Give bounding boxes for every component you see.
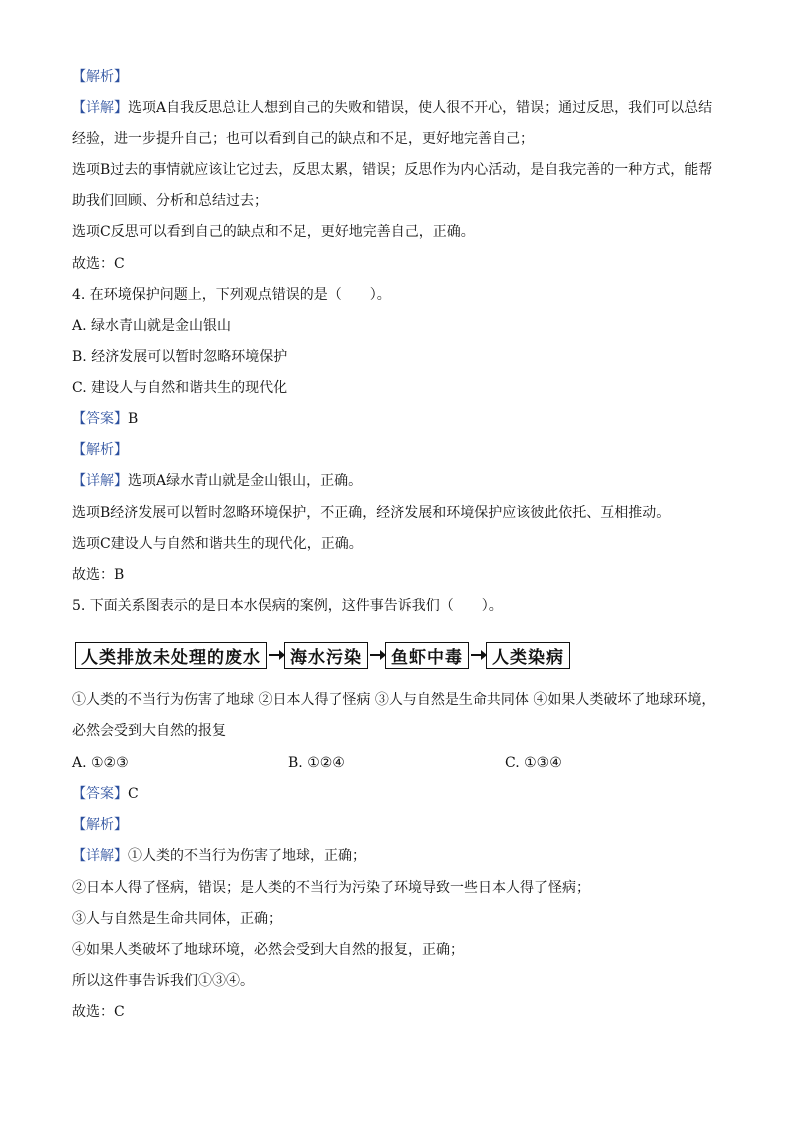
detail-line: 选项C建设人与自然和谐共生的现代化，正确。 <box>72 536 363 552</box>
diagram-box: 海水污染 <box>284 642 368 669</box>
arrow-right-icon <box>269 654 283 656</box>
question-stem: 5. 下面关系图表示的是日本水俣病的案例，这件事告诉我们（ ）。 <box>72 598 503 614</box>
statements-line: ①人类的不当行为伤害了地球 ②日本人得了怪病 ③人与自然是生命共同体 ④如果人类破坏了地球环境， <box>72 692 716 708</box>
detail-line: 选项B过去的事情就应该让它过去，反思太累，错误；反思作为内心活动，是自我完善的一种方式，能帮 <box>72 162 713 178</box>
option-a: A. 绿水青山就是金山银山 <box>72 318 232 334</box>
detail-line <box>72 98 712 118</box>
detail-line <box>72 471 362 491</box>
option-c: C. ①③④ <box>505 755 562 771</box>
detail-line: ③人与自然是生命共同体，正确； <box>72 911 282 927</box>
choice-line: 故选：C <box>72 1004 125 1020</box>
analysis-tag: 【解析】 <box>72 442 128 458</box>
detail-line: 选项B经济发展可以暂时忽略环境保护，不正确，经济发展和环境保护应该彼此依托、互相推动。 <box>72 505 671 521</box>
detail-tag: 【详解】 <box>72 848 128 864</box>
detail-tag: 【详解】 <box>72 473 128 489</box>
analysis-tag: 【解析】 <box>72 817 128 833</box>
detail-text: 选项A绿水青山就是金山银山，正确。 <box>128 473 363 489</box>
diagram-box: 鱼虾中毒 <box>385 642 469 669</box>
option-b: B. 经济发展可以暂时忽略环境保护 <box>72 349 288 365</box>
choice-line: 故选：B <box>72 567 125 583</box>
answer-tag: 【答案】 <box>72 786 128 802</box>
arrow-right-icon <box>370 654 384 656</box>
detail-line: 经验，进一步提升自己；也可以看到自己的缺点和不足，更好地完善自己； <box>72 131 534 147</box>
analysis-tag: 【解析】 <box>72 69 128 85</box>
detail-text: 选项A自我反思总让人想到自己的失败和错误，使人很不开心，错误；通过反思，我们可以总结 <box>128 100 713 116</box>
choice-line: 故选：C <box>72 256 125 272</box>
detail-tag: 【详解】 <box>72 100 128 116</box>
analysis-heading <box>72 440 128 460</box>
answer-tag: 【答案】 <box>72 411 128 427</box>
arrow-right-icon <box>471 654 485 656</box>
answer-line <box>72 409 138 429</box>
diagram-box: 人类排放未处理的废水 <box>75 642 267 669</box>
relationship-diagram <box>75 637 570 673</box>
option-c: C. 建设人与自然和谐共生的现代化 <box>72 380 288 396</box>
detail-text: ①人类的不当行为伤害了地球，正确； <box>128 848 366 864</box>
analysis-heading <box>72 67 128 87</box>
answer-line <box>72 784 139 804</box>
detail-line: ④如果人类破坏了地球环境，必然会受到大自然的报复，正确； <box>72 942 464 958</box>
option-b: B. ①②④ <box>288 755 345 771</box>
detail-line: 助我们回顾、分析和总结过去； <box>72 193 268 209</box>
answer-value: B <box>128 411 139 427</box>
diagram-box: 人类染病 <box>486 642 570 669</box>
statements-line: 必然会受到大自然的报复 <box>72 723 226 739</box>
summary-line: 所以这件事告诉我们①③④。 <box>72 973 254 989</box>
option-a: A. ①②③ <box>72 755 129 771</box>
detail-line <box>72 846 366 866</box>
question-stem: 4. 在环境保护问题上，下列观点错误的是（ ）。 <box>72 287 391 303</box>
analysis-heading <box>72 815 128 835</box>
detail-line: 选项C反思可以看到自己的缺点和不足，更好地完善自己，正确。 <box>72 224 475 240</box>
answer-value: C <box>128 786 139 802</box>
detail-line: ②日本人得了怪病，错误；是人类的不当行为污染了环境导致一些日本人得了怪病； <box>72 880 590 896</box>
